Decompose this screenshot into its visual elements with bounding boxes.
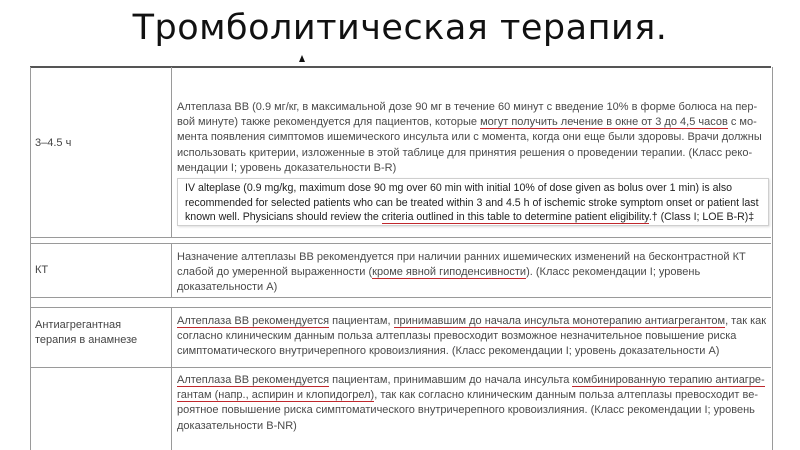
highlighted-phrase: кроме явной гиподенсивности	[372, 266, 527, 279]
recommendation-text-monotherapy	[177, 314, 767, 360]
text-segment: пациентам,	[329, 315, 394, 327]
text-segment: .† (Class I; LOE B-R)‡	[648, 211, 755, 223]
recommendation-text-en	[185, 181, 763, 225]
text-segment: Алтеплаза ВВ (0.9 мг/кг, в максимальной дозе 90 мг в течение 60 минут с введение 10% в форме болюса на пер-вой минуте) также рекомендуется для пациентов, которые	[177, 101, 758, 129]
row-divider	[30, 243, 771, 244]
original-english-excerpt	[177, 178, 769, 226]
highlighted-phrase: могут получить лечение в окне от 3 до 4,5 часов	[480, 116, 728, 129]
row-divider	[30, 237, 771, 238]
column-divider	[171, 67, 172, 237]
column-divider	[171, 243, 172, 297]
column-divider	[171, 307, 172, 450]
slide-title: Тромболитическая терапия.	[132, 8, 668, 48]
highlighted-phrase: принимавшим до начала инсульта монотерапию антиагрегантом	[393, 315, 726, 327]
text-segment: Назначение алтеплазы ВВ рекомендуется при наличии ранних ишемических изменений на бесконтрастной КТ слабой до умеренной выраженности (	[177, 251, 746, 279]
text-segment: с мо-мента появления симптомов ишемического инсульта или с момента, когда они еще были здоровы. Врачи должны использовать критерии, изложенные в этой таблице для принятия решения о проведении терапии. (Класс реко-мендации I; уровень доказательности B-R)	[177, 116, 762, 174]
row-label-ct: КТ	[35, 264, 49, 276]
title-caret-mark	[299, 55, 305, 62]
text-segment: , так как согласно клиническим данным польза алтеплазы превосходит возможное незначительное повышение риска симптоматического внутричерепного кровоизлияния. (Класс рекомендации I; уровень доказательности A)	[177, 315, 767, 358]
text-segment: ). (Класс рекомендации I; уровень доказательности A)	[177, 266, 701, 294]
row-label-antiplatelet: Антиагрегантная терапия в анамнезе	[35, 319, 138, 346]
highlighted-phrase: Алтеплаза ВВ рекомендуется	[177, 315, 330, 327]
recommendation-text-ru	[177, 100, 767, 176]
highlighted-phrase: комбинированную терапию антиагре-гантам (напр., аспирин и клопидогрел)	[177, 374, 765, 402]
row-label-time-window: 3–4.5 ч	[35, 137, 72, 149]
highlighted-phrase: Алтеплаза ВВ рекомендуется	[177, 374, 330, 386]
row-divider	[30, 307, 771, 308]
text-segment: , так как согласно клиническим данным польза алтеплазы превосходит ве-роятное повышение риска симптоматического внутричерепного кровоизлияния. (Класс рекомендации I; уровень доказательности B-NR)	[177, 389, 759, 432]
text-segment: пациентам, принимавшим до начала инсульта	[329, 374, 573, 386]
recommendation-text-combination	[177, 373, 767, 434]
highlighted-phrase: criteria outlined in this table to determine patient eligibility	[381, 211, 649, 223]
row-divider	[30, 367, 771, 368]
row-divider	[30, 297, 771, 298]
text-segment: IV alteplase (0.9 mg/kg, maximum dose 90 mg over 60 min with initial 10% of dose given as bolus over 1 min) is also recommended for selected patients who can be treated within 3 and 4.5 h of ischemic stroke symptom onset or patient last known well. Physicians should review the	[185, 182, 759, 223]
recommendation-text-ct	[177, 250, 767, 296]
